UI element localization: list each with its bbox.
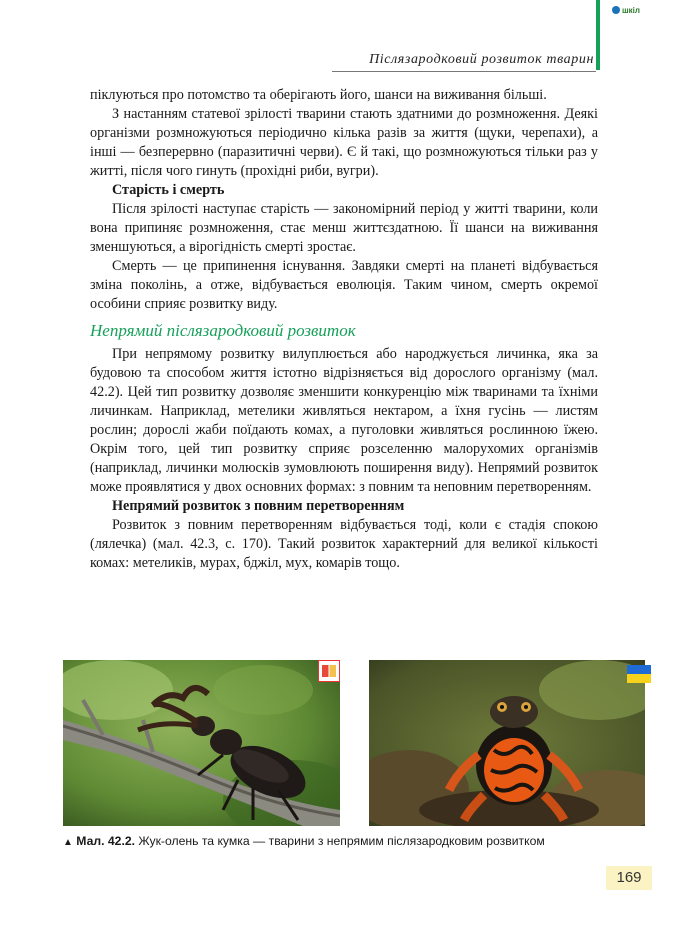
header-underline bbox=[332, 71, 596, 72]
caption-marker: ▲ bbox=[63, 837, 73, 848]
paragraph-3: Після зрілості наступає старість — закономірний період у житті тварини, коли вона припиняє розмноження, стає менш життєздатною. Її шанси на виживання зменшуються, а вірогідність смерті зростає. bbox=[90, 201, 598, 255]
paragraph-6: Розвиток з повним перетворенням відбувається тоді, коли є стадія спокою (лялечка) (мал. 42.3, с. 170). Такий розвиток характерний для великої кількості комах: метеликів, мурах, бджіл, мух, комарів тощо. bbox=[90, 517, 598, 571]
paragraph-4: Смерть — це припинення існування. Завдяки смерті на планеті відбувається зміна поколінь, а отже, відбувається еволюція. Таким чином, смерть окремої особини сприяє розвитку виду. bbox=[90, 258, 598, 312]
figure-caption bbox=[63, 834, 663, 848]
paragraph-2: З настанням статевої зрілості тварини стають здатними до розмноження. Деякі організми розмножуються періодично кілька разів за життя (щуки, черепахи), а інші — безперервно (паразитичні черви). Є й такі, що розмножуються тільки раз у житті, після чого гинуть (прохідні риби, вугри). bbox=[90, 106, 598, 179]
running-title: Післязародковий розвиток тварин bbox=[369, 52, 594, 67]
fire-bellied-toad-photo bbox=[369, 660, 645, 826]
logo-icon bbox=[612, 6, 620, 14]
paragraph-5: При непрямому розвитку вилуплюється або народжується личинка, яка за будовою та способом життя істотно відрізняється від дорослого організму (мал. 42.2). Цей тип розвитку дозволяє зменшити конкуренцію між тваринами та їхніми личинкам. Наприклад, метелики живляться нектаром, а їхня гусінь — листям рослин; дорослі жаби поїдають комах, а пуголовки живляться рослинною їжею. Окрім того, цей тип розвитку сприяє розселенню малорухомих організмів (наприклад, личинки молюсків зумовлюють поширення виду). Непрямий розвиток може проявлятися у двох основних формах: з повним та неповним перетворенням. bbox=[90, 346, 598, 495]
section-heading: Непрямий післязародковий розвиток bbox=[90, 321, 356, 340]
book-icon bbox=[318, 660, 340, 682]
subheading-complete-metamorphosis: Непрямий розвиток з повним перетворенням bbox=[112, 498, 405, 514]
page-number: 169 bbox=[606, 866, 652, 890]
paragraph-1: піклуються про потомство та оберігають його, шанси на виживання більші. bbox=[90, 87, 547, 103]
caption-text: Жук-олень та кумка — тварини з непрямим післязародковим розвитком bbox=[138, 834, 545, 848]
subheading-aging: Старість і смерть bbox=[112, 182, 225, 198]
stag-beetle-photo bbox=[63, 660, 340, 826]
ukraine-flag-icon bbox=[627, 665, 651, 683]
publisher-logo: шкіл bbox=[612, 6, 640, 15]
figure-reference: Мал. 42.2. bbox=[76, 834, 135, 848]
header-accent-bar bbox=[596, 0, 600, 70]
main-text bbox=[90, 86, 598, 573]
